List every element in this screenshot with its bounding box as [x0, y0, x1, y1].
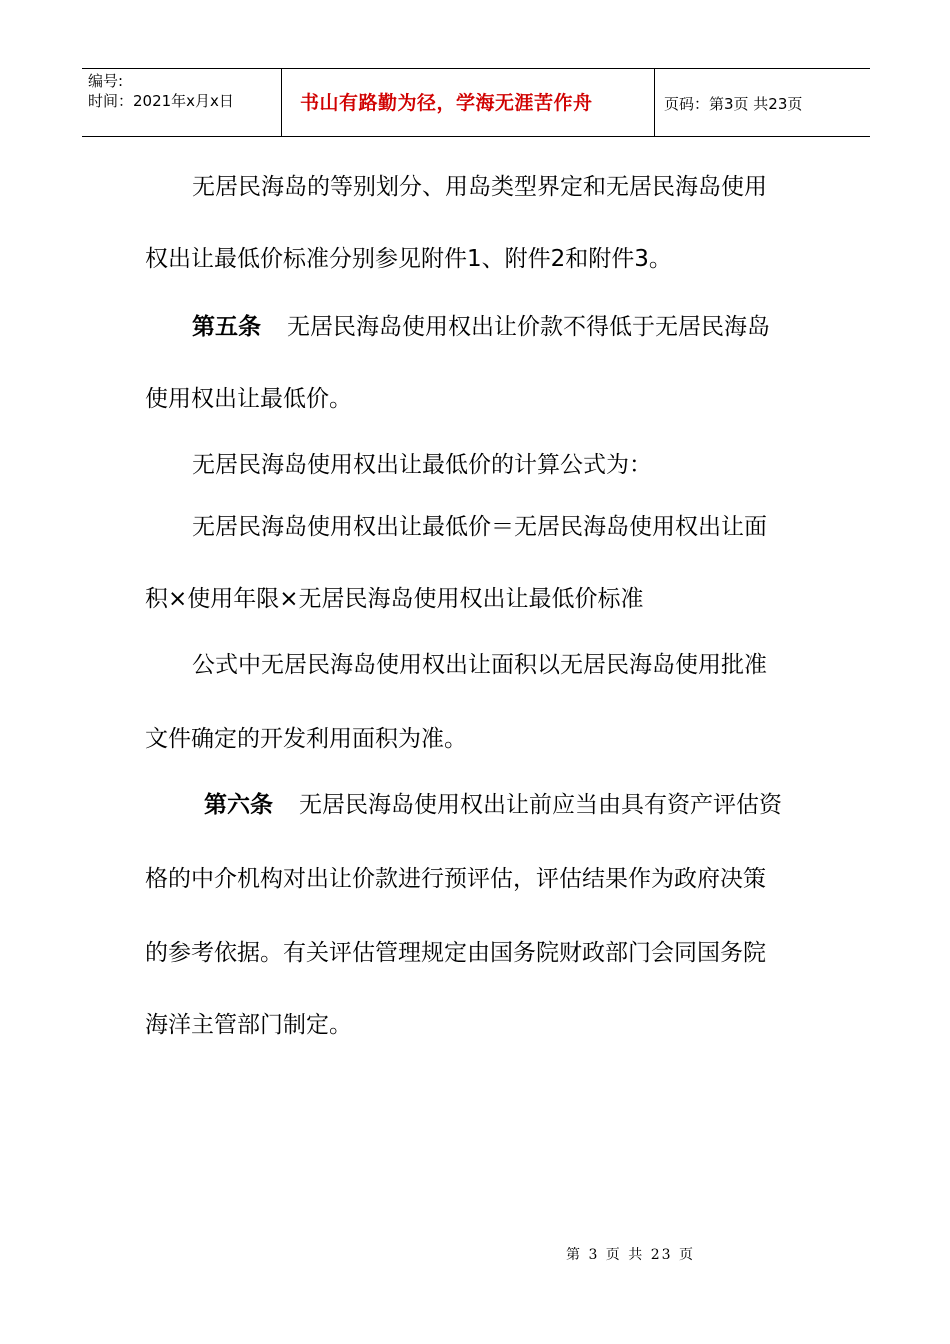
article-6-line-1: [204, 790, 782, 820]
header-page-info: 页码：第3页 共23页: [664, 95, 803, 113]
body-line-4: 使用权出让最低价。: [145, 386, 352, 412]
body-line-11: 格的中介机构对出让价款进行预评估，评估结果作为政府决策: [145, 866, 766, 892]
header-motto: 书山有路勤为径，学海无涯苦作舟: [300, 92, 593, 114]
body-line-7: 积×使用年限×无居民海岛使用权出让最低价标准: [145, 586, 644, 612]
header-divider-left: [281, 68, 282, 136]
article-5-line-1: [192, 312, 770, 342]
article-5-label: 第五条: [192, 314, 261, 340]
document-number-label: 编号:: [88, 72, 124, 90]
body-line-6: 无居民海岛使用权出让最低价＝无居民海岛使用权出让面: [192, 514, 767, 540]
body-line-9: 文件确定的开发利用面积为准。: [145, 726, 467, 752]
article-6-text: 无居民海岛使用权出让前应当由具有资产评估资: [299, 792, 782, 818]
body-line-13: 海洋主管部门制定。: [145, 1012, 352, 1038]
header-divider-right: [654, 68, 655, 136]
body-line-1: 无居民海岛的等别划分、用岛类型界定和无居民海岛使用: [192, 174, 767, 200]
body-line-8: 公式中无居民海岛使用权出让面积以无居民海岛使用批准: [192, 652, 767, 678]
article-5-text: 无居民海岛使用权出让价款不得低于无居民海岛: [287, 314, 770, 340]
body-line-5: 无居民海岛使用权出让最低价的计算公式为：: [192, 452, 652, 478]
page-footer: 第 3 页 共 23 页: [566, 1247, 695, 1263]
body-line-12: 的参考依据。有关评估管理规定由国务院财政部门会同国务院: [145, 940, 766, 966]
header-top-border: [82, 68, 870, 69]
article-6-label: 第六条: [204, 792, 273, 818]
header-bottom-border: [82, 136, 870, 137]
body-line-2: 权出让最低价标准分别参见附件1、附件2和附件3。: [145, 246, 672, 272]
document-time: 时间：2021年x月x日: [88, 92, 234, 110]
